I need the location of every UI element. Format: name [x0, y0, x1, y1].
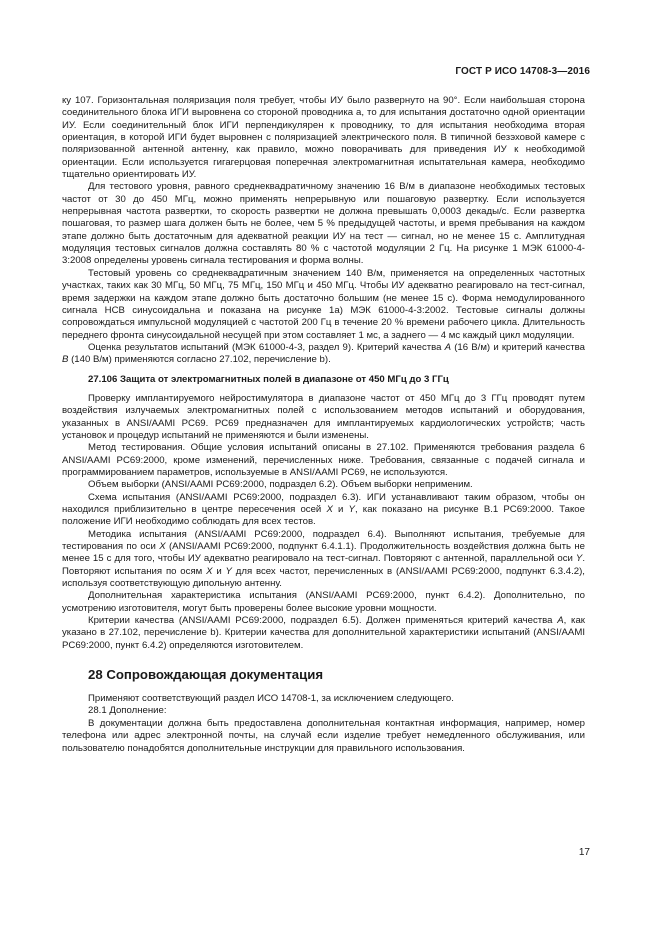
paragraph: Дополнительная характеристика испытания (ANSI/AAMI PC69:2000, пункт 6.4.2). Дополнительно, по усмотрению изготовителя, могут быть проверены более высокие уровни мощности.: [62, 590, 585, 614]
paragraph: Критерии качества (ANSI/AAMI PC69:2000, подраздел 6.5). Должен применяться критерий качества А, как указано в 27.102, перечисление b). Критерии качества для дополнительной характеристики испытаний (ANSI/AAMI PC69:2000, пункт 6.4.2) определяются изготовителем.: [62, 615, 585, 651]
paragraph: Методика испытания (ANSI/AAMI PC69:2000, подраздел 6.4). Выполняют испытания, требуемые для тестирования по оси X (ANSI/AAMI PC69:2000, подпункт 6.4.1.1). Продолжительность воздействия должна быть не менее 15 с для того, чтобы ИУ адекватно реагировало на тест-сигнал. Повторяют с антенной, параллельной оси Y. Повторяют испытания по осям X и Y для всех частот, перечисленных в (ANSI/AAMI PC69:2000, подпункт 6.3.4.2), используя соответствующую дипольную антенну.: [62, 528, 585, 590]
paragraph: Схема испытания (ANSI/AAMI PC69:2000, подраздел 6.3). ИГИ устанавливают таким образом, чтобы он находился приблизительно в центре пересечения осей X и Y, как показано на рисунке В.1 PC69:2000. Такое положение ИГИ необходимо соблюдать для всех тестов.: [62, 491, 585, 528]
paragraph: 28.1 Дополнение:: [88, 705, 167, 717]
paragraph: Для тестового уровня, равного среднеквадратичному значению 16 В/м в диапазоне необходимых тестовых частот от 30 до 450 МГц, можно применять непрерывную или пошаговую развертку. Если используется непрерывная частота развертки, то скорость развертки не должна превышать 0,0003 декады/с. Если развертка пошаговая, то размер шага должен быть не более, чем 5 % предыдущей частоты, и время пребывания на каждом этапе должно быть достаточным для адекватной реакции ИУ на тест — сигнал, но не менее 15 с. Амплитудная модуляция тестовых сигналов должна составлять 80 % с частотой модуляции 2 Гц. На рисунке 1 МЭК 61000-4-3:2008 определены уровень сигнала тестирования и форма волны.: [62, 181, 585, 267]
page-number: 17: [578, 847, 590, 858]
paragraph: Метод тестирования. Общие условия испытаний описаны в 27.102. Применяются требования раздела 6 ANSI/AAMI PC69:2000, кроме изменений, перечисленных ниже. Требования, связанные с подачей сигнала и программированием параметров, используемые в ANSI/AAMI PC69, не используются.: [62, 442, 585, 478]
chapter-heading-28: 28 Сопровождающая документация: [88, 667, 324, 683]
paragraph: Применяют соответствующий раздел ИСО 14708-1, за исключением следующего.: [88, 693, 454, 705]
paragraph: В документации должна быть предоставлена дополнительная контактная информация, например, номер телефона или адрес электронной почты, на случай если изделие требует немедленного обслуживания, или пользователю понадобятся дополнительные инструкции для правильного использования.: [62, 717, 585, 754]
paragraph: Оценка результатов испытаний (МЭК 61000-4-3, раздел 9). Критерий качества А (16 В/м) и критерий качества В (140 В/м) применяются согласно 27.102, перечисление b).: [62, 341, 585, 366]
paragraph: Проверку имплантируемого нейростимулятора в диапазоне частот от 450 МГц до 3 ГГц проводят путем воздействия излучаемых электромагнитных полей с использованием методов испытаний и оборудования, указанных в ANSI/AAMI PC69. PC69 предназначен для имплантируемых кардиологических устройств; часть установок и процедур испытаний не применяются и были изменены.: [62, 392, 585, 441]
paragraph: Тестовый уровень со среднеквадратичным значением 140 В/м, применяется на определенных частотных участках, таких как 30 МГц, 50 МГц, 75 МГц, 150 МГц и 450 МГц. Чтобы ИУ адекватно реагировало на тест-сигнал, время задержки на каждом этапе должно быть достаточно большим (не менее 15 с). Форма немодулированного сигнала НСВ синусоидальна и показана на рисунке 1а) МЭК 61000-4-3:2002. Тестовые сигналы должны сопровождаться импульсной модуляцией с частотой 200 Гц в течение 20 % времени рабочего цикла. Длительность переднего фронта синусоидальной несущей при этом составляет 1 мс, а заднего — 4 мс каждый цикл модуляции.: [62, 267, 585, 341]
paragraph: ку 107. Горизонтальная поляризация поля требует, чтобы ИУ было развернуто на 90°. Если наибольшая сторона соединительного блока ИГИ выровнена со стороной проводника a, то для испытания достаточно одной ориентации ИУ. Если соединительный блок ИГИ перпендикулярен к проводнику, то для испытания необходима вторая ориентация, в которой ИГИ будет выровнен с поляризацией электрического поля. В типичной безэховой камере с поляризованной антенной антенну, как правило, можно поворачивать для приведения ИУ к необходимой ориентации. Если используется гигагерцовая поперечная электромагнитная испытательная камера, необходимо тщательно ориентировать ИУ.: [62, 95, 585, 181]
paragraph: Объем выборки (ANSI/AAMI PC69:2000, подраздел 6.2). Объем выборки неприменим.: [88, 479, 473, 491]
section-heading-27-106: 27.106 Защита от электромагнитных полей в диапазоне от 450 МГц до 3 ГГц: [88, 373, 449, 385]
document-id-header: ГОСТ Р ИСО 14708-3—2016: [455, 66, 590, 77]
body-text: [62, 95, 585, 755]
